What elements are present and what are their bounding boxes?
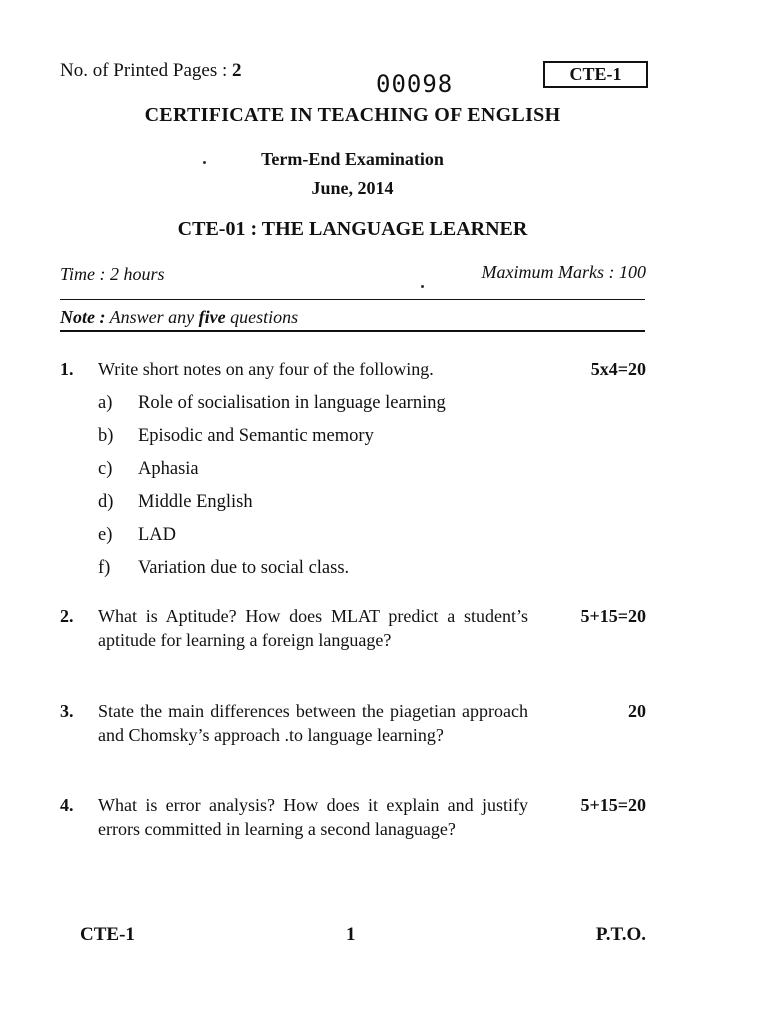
question-number: 3. — [60, 701, 74, 721]
sub-item-label: e) — [98, 525, 113, 545]
list-item — [98, 558, 349, 579]
question-marks: 20 — [628, 701, 646, 721]
serial-number: 00098 — [376, 70, 454, 98]
printed-pages-label: No. of Printed Pages : — [60, 60, 228, 81]
list-item — [98, 426, 374, 447]
note-text-post: questions — [230, 307, 299, 327]
question-marks: 5+15=20 — [580, 795, 646, 815]
question-text: What is Aptitude? How does MLAT predict a student’s aptitude for learning a foreign language? — [98, 606, 528, 650]
sub-item-label: a) — [98, 393, 113, 413]
question-marks: 5+15=20 — [580, 606, 646, 626]
question-text: What is error analysis? How does it explain and justify errors committed in learning a second lanaguage? — [98, 795, 528, 839]
sub-item-label: d) — [98, 492, 114, 512]
divider-top — [60, 299, 645, 300]
paper-code-box: CTE-1 — [543, 61, 648, 88]
page-number: 1 — [346, 924, 356, 945]
exam-title: Term-End Examination — [261, 149, 444, 169]
sub-item-label: f) — [98, 558, 111, 578]
sub-item-text: Role of socialisation in language learning — [138, 393, 446, 413]
footer-paper-code: CTE-1 — [80, 924, 135, 945]
printed-pages-value: 2 — [232, 60, 242, 81]
question-marks: 5x4=20 — [590, 359, 646, 379]
exam-date: June, 2014 — [311, 178, 394, 198]
sub-item-text: Aphasia — [138, 459, 199, 479]
note-text-pre: Answer any — [109, 307, 195, 327]
sub-item-text: Middle English — [138, 492, 253, 512]
sub-item-label: b) — [98, 426, 114, 446]
note-emphasis: five — [198, 307, 226, 327]
list-item — [98, 459, 199, 480]
time-allowed: Time : 2 hours — [60, 264, 165, 284]
note — [60, 307, 298, 328]
sub-item-text: Variation due to social class. — [138, 558, 350, 578]
note-label: Note : — [60, 307, 106, 327]
speck-mark — [421, 285, 424, 288]
list-item — [98, 393, 446, 414]
list-item — [98, 492, 253, 513]
question-number: 2. — [60, 606, 74, 626]
question-number: 4. — [60, 795, 74, 815]
question-text: Write short notes on any four of the following. — [98, 359, 434, 379]
maximum-marks: Maximum Marks : 100 — [481, 262, 646, 282]
divider-bottom — [60, 330, 645, 332]
question-text: State the main differences between the piagetian approach and Chomsky’s approach .to language learning? — [98, 701, 528, 745]
paper-title: CTE-01 : THE LANGUAGE LEARNER — [177, 218, 528, 240]
question-number: 1. — [60, 359, 74, 379]
printed-pages — [60, 60, 242, 82]
sub-item-text: Episodic and Semantic memory — [138, 426, 374, 446]
sub-item-text: LAD — [138, 525, 177, 545]
list-item — [98, 525, 176, 546]
pto-label: P.T.O. — [595, 924, 646, 945]
certificate-title: CERTIFICATE IN TEACHING OF ENGLISH — [144, 104, 561, 126]
sub-item-label: c) — [98, 459, 113, 479]
